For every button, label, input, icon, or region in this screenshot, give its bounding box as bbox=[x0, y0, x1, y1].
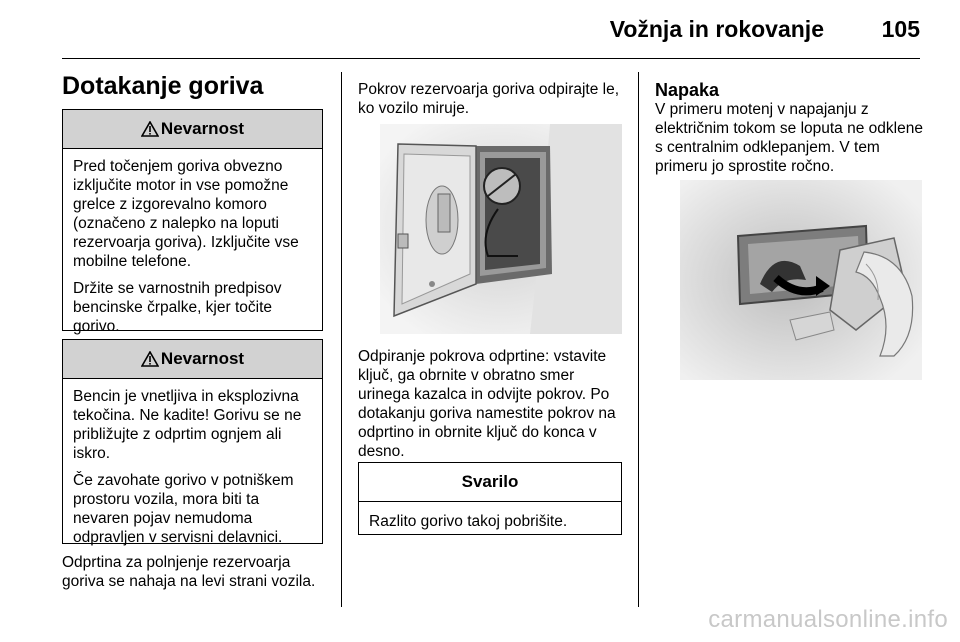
caution-box-title: Svarilo bbox=[359, 463, 621, 502]
header-title: Vožnja in rokovanje bbox=[609, 16, 824, 42]
warning-box-1-paragraph: Držite se varnostnih predpisov bencinske črpalke, kjer točite gorivo. bbox=[73, 280, 282, 335]
warning-box-2-paragraph: Če zavohate gorivo v potniškem prostoru vozila, mora biti ta nevaren pojav nemudoma odpravljen v servisni delavnici. bbox=[73, 472, 294, 546]
warning-box-2-title: Nevarnost bbox=[160, 349, 245, 368]
warning-box-1 bbox=[62, 109, 323, 335]
fuel-filler-location-text: Odprtina za polnjenje rezervoarja goriva se nahaja na levi strani vozila. bbox=[62, 554, 316, 590]
caution-box bbox=[358, 462, 622, 535]
fault-text: V primeru motenj v napajanju z električnim tokom se loputa ne odklene s centralnim odklepanjem. V tem primeru jo sprostite ročno. bbox=[655, 101, 923, 175]
warning-box-1-title: Nevarnost bbox=[160, 119, 245, 138]
caution-box-text: Razlito gorivo takoj pobrišite. bbox=[369, 513, 568, 530]
fault-section bbox=[655, 80, 925, 176]
fault-heading: Napaka bbox=[655, 80, 720, 100]
warning-triangle-icon bbox=[141, 121, 159, 137]
warning-box-2-paragraph: Bencin je vnetljiva in eksplozivna tekočina. Ne kadite! Gorivu se ne približujte z odprtim ognjem ali iskro. bbox=[73, 388, 302, 462]
warning-box-1-header bbox=[63, 110, 322, 149]
opening-instructions-text: Odpiranje pokrova odprtine: vstavite ključ, ga obrnite v obratno smer urinega kazalca in odvijte pokrov. Po dotakanju goriva namestite pokrov na odprtino in obrnite ključ do konca v desno. bbox=[358, 348, 616, 460]
warning-triangle-icon bbox=[141, 351, 159, 367]
open-flap-text: Pokrov rezervoarja goriva odpirajte le, ko vozilo miruje. bbox=[358, 81, 620, 117]
column-divider-1 bbox=[341, 72, 342, 607]
page-header bbox=[62, 0, 920, 59]
footer-watermark: carmanualsonline.info bbox=[708, 606, 948, 633]
fuel-flap-open-illustration bbox=[380, 124, 622, 334]
column-divider-2 bbox=[638, 72, 639, 607]
page-number: 105 bbox=[881, 16, 920, 42]
warning-box-2-header bbox=[63, 340, 322, 379]
warning-box-2 bbox=[62, 339, 323, 544]
warning-box-1-paragraph: Pred točenjem goriva obvezno izključite motor in vse pomožne grelce z izgorevalno komoro (označeno z nalepko na loputi rezervoarja goriva). Izključite vse mobilne telefone. bbox=[73, 158, 299, 270]
manual-release-illustration bbox=[680, 180, 922, 380]
section-title: Dotakanje goriva bbox=[62, 72, 264, 100]
